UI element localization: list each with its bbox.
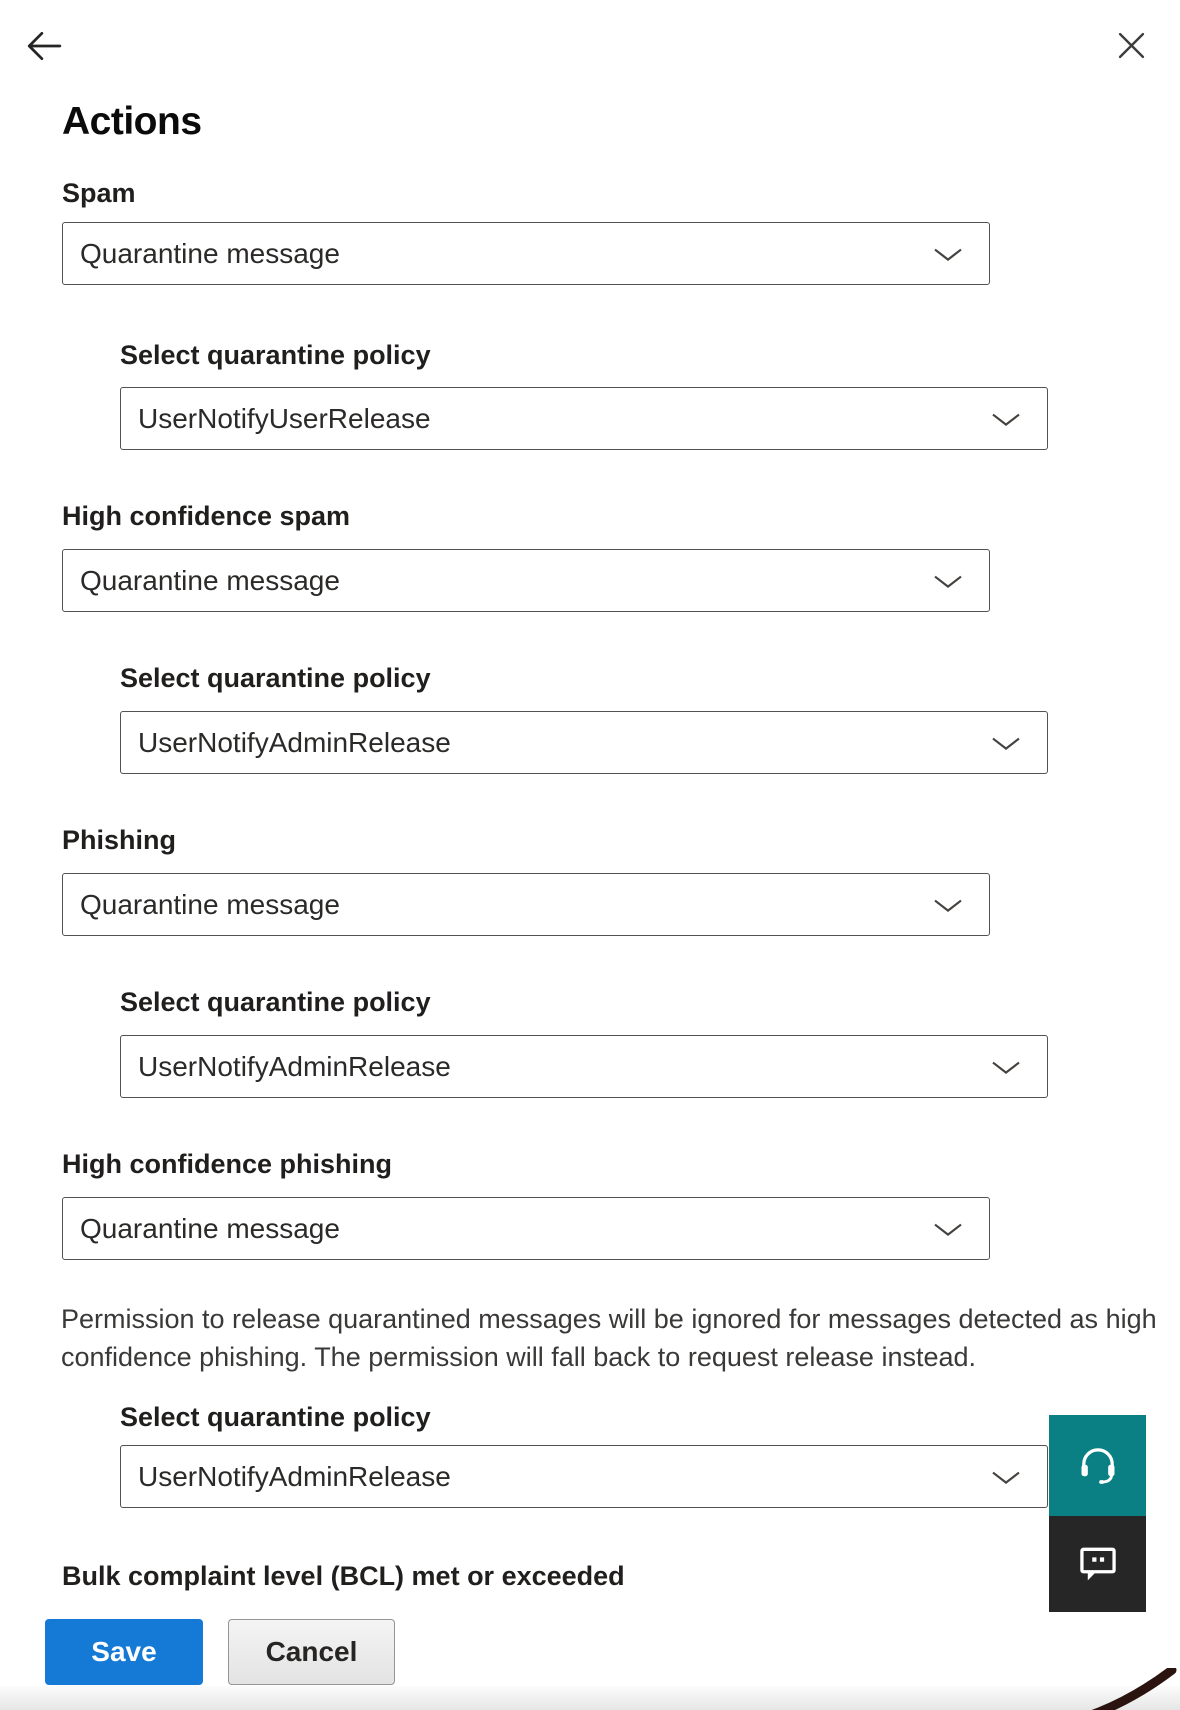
close-button[interactable] <box>1113 29 1149 65</box>
screen-artifact <box>1044 1668 1180 1710</box>
page-title: Actions <box>62 100 202 143</box>
high-confidence-spam-action-dropdown[interactable] <box>62 549 990 612</box>
hcp-quarantine-policy-dropdown[interactable] <box>120 1445 1048 1508</box>
hcs-quarantine-policy-value: UserNotifyAdminRelease <box>138 726 451 758</box>
chevron-down-icon <box>991 412 1021 426</box>
save-button[interactable]: Save <box>45 1619 203 1685</box>
spam-action-dropdown[interactable] <box>62 222 990 285</box>
spam-quarantine-policy-value: UserNotifyUserRelease <box>138 402 431 434</box>
chevron-down-icon <box>991 736 1021 750</box>
arrow-left-icon <box>25 51 63 66</box>
phishing-action-dropdown[interactable] <box>62 873 990 936</box>
chevron-down-icon <box>991 1060 1021 1074</box>
headset-icon <box>1075 1441 1121 1490</box>
hcs-policy-label: Select quarantine policy <box>120 663 431 693</box>
hcs-quarantine-policy-dropdown[interactable] <box>120 711 1048 774</box>
spam-policy-label: Select quarantine policy <box>120 340 431 370</box>
spam-label: Spam <box>62 178 136 208</box>
phishing-action-value: Quarantine message <box>80 888 340 920</box>
chevron-down-icon <box>933 898 963 912</box>
high-confidence-phishing-action-dropdown[interactable] <box>62 1197 990 1260</box>
phishing-quarantine-policy-value: UserNotifyAdminRelease <box>138 1050 451 1082</box>
high-confidence-spam-action-value: Quarantine message <box>80 564 340 596</box>
hcp-quarantine-policy-value: UserNotifyAdminRelease <box>138 1460 451 1492</box>
hcp-policy-label: Select quarantine policy <box>120 1402 431 1432</box>
bulk-complaint-label: Bulk complaint level (BCL) met or exceeded <box>62 1561 625 1591</box>
chevron-down-icon <box>933 1222 963 1236</box>
feedback-bubble-icon <box>1076 1542 1120 1587</box>
back-button[interactable] <box>22 27 66 67</box>
chevron-down-icon <box>933 247 963 261</box>
close-icon <box>1117 48 1146 63</box>
phishing-policy-label: Select quarantine policy <box>120 987 431 1017</box>
feedback-button[interactable] <box>1049 1516 1146 1612</box>
spam-action-value: Quarantine message <box>80 237 340 269</box>
chevron-down-icon <box>933 574 963 588</box>
high-confidence-phishing-label: High confidence phishing <box>62 1149 392 1179</box>
hcp-permission-note: Permission to release quarantined messages will be ignored for messages detected as high confidence phishing. The permission will fall back to request release instead. <box>61 1304 1157 1372</box>
phishing-label: Phishing <box>62 825 176 855</box>
chevron-down-icon <box>991 1470 1021 1484</box>
phishing-quarantine-policy-dropdown[interactable] <box>120 1035 1048 1098</box>
support-button[interactable] <box>1049 1415 1146 1516</box>
cancel-button[interactable]: Cancel <box>228 1619 395 1685</box>
bulk-complaint-section <box>62 1558 822 1593</box>
high-confidence-phishing-action-value: Quarantine message <box>80 1212 340 1244</box>
page-bottom-strip <box>0 1686 1180 1710</box>
spam-quarantine-policy-dropdown[interactable] <box>120 387 1048 450</box>
high-confidence-spam-label: High confidence spam <box>62 501 351 531</box>
